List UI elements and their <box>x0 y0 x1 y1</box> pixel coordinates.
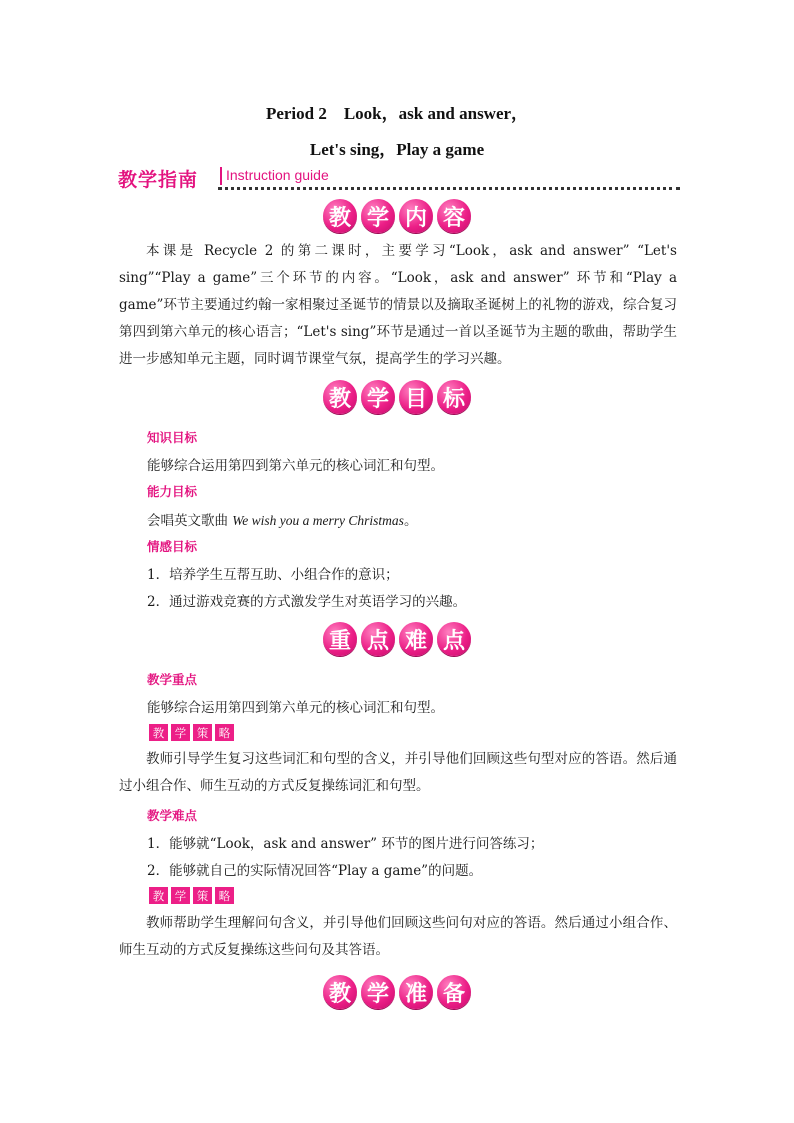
badge-teaching-preparation <box>0 975 794 1009</box>
badge-char: 学 <box>361 975 395 1009</box>
strategy-char: 学 <box>171 724 190 741</box>
teaching-focus-text: 能够综合运用第四到第六单元的核心词汇和句型。 <box>147 700 444 716</box>
badge-char: 容 <box>437 199 471 233</box>
emotion-goal-item-2: 2．通过游戏竞赛的方式激发学生对英语学习的兴趣。 <box>147 594 467 610</box>
badge-char: 教 <box>323 975 357 1009</box>
strategy-char: 略 <box>215 724 234 741</box>
ability-goal-text <box>147 509 417 529</box>
ability-goal-title: 能力目标 <box>147 484 198 499</box>
badge-char: 教 <box>323 199 357 233</box>
guide-label-en: Instruction guide <box>226 167 329 183</box>
guide-label-cn: 教学指南 <box>118 169 199 191</box>
badge-teaching-content <box>0 199 794 233</box>
strategy-char: 学 <box>171 887 190 904</box>
strategy-char: 策 <box>193 887 212 904</box>
guide-tick-mark <box>220 167 222 185</box>
knowledge-goal-title: 知识目标 <box>147 430 198 445</box>
badge-char: 标 <box>437 380 471 414</box>
badge-key-points <box>0 622 794 656</box>
badge-teaching-goals <box>0 380 794 414</box>
strategy-char: 教 <box>149 724 168 741</box>
badge-char: 教 <box>323 380 357 414</box>
badge-char: 目 <box>399 380 433 414</box>
badge-char: 学 <box>361 199 395 233</box>
emotion-goal-title: 情感目标 <box>147 539 198 554</box>
title-line-2: Let's sing，Play a game <box>309 140 485 159</box>
badge-char: 学 <box>361 380 395 414</box>
strategy-char: 策 <box>193 724 212 741</box>
badge-char: 内 <box>399 199 433 233</box>
badge-char: 点 <box>437 622 471 656</box>
instruction-guide-bar <box>118 165 682 191</box>
knowledge-goal-text: 能够综合运用第四到第六单元的核心词汇和句型。 <box>147 458 444 474</box>
strategy-char: 略 <box>215 887 234 904</box>
title-line-1: Period 2 Look，ask and answer， <box>265 104 529 123</box>
strategy-char: 教 <box>149 887 168 904</box>
ability-goal-suffix: 。 <box>403 513 418 529</box>
teaching-focus-title: 教学重点 <box>147 672 198 687</box>
badge-char: 备 <box>437 975 471 1009</box>
badge-char: 重 <box>323 622 357 656</box>
ability-goal-prefix: 会唱英文歌曲 <box>147 513 228 529</box>
badge-char: 点 <box>361 622 395 656</box>
content-paragraph: 本课是 Recycle 2 的第二课时，主要学习“Look，ask and answer” “Let's sing”“Play a game”三个环节的内容。“Look，ask and answer” 环节和“Play a game”环节主要通过约翰一家相聚过圣诞节的情景以及摘取圣诞树上的礼物的游戏，综合复习第四到第六单元的核心语言；“Let's sing”环节是通过一首以圣诞节为主题的歌曲，帮助学生进一步感知单元主题，同时调节课堂气氛，提高学生的学习兴趣。 <box>119 243 677 367</box>
strategy-label-1 <box>149 724 234 741</box>
strategy-label-2 <box>149 887 234 904</box>
teaching-difficulty-title: 教学难点 <box>147 808 198 823</box>
difficulty-item-2: 2．能够就自己的实际情况回答“Play a game”的问题。 <box>147 863 483 879</box>
difficulty-strategy-text: 教师帮助学生理解问句含义，并引导他们回顾这些问句对应的答语。然后通过小组合作、师生互动的方式反复操练这些问句及其答语。 <box>119 915 677 958</box>
badge-char: 难 <box>399 622 433 656</box>
difficulty-item-1: 1．能够就“Look，ask and answer” 环节的图片进行问答练习； <box>147 836 544 852</box>
badge-char: 准 <box>399 975 433 1009</box>
emotion-goal-item-1: 1．培养学生互帮互助、小组合作的意识； <box>147 567 399 583</box>
focus-strategy-text: 教师引导学生复习这些词汇和句型的含义，并引导他们回顾这些句型对应的答语。然后通过小组合作、师生互动的方式反复操练词汇和句型。 <box>119 751 677 794</box>
song-title: We wish you a merry Christmas <box>232 513 404 528</box>
